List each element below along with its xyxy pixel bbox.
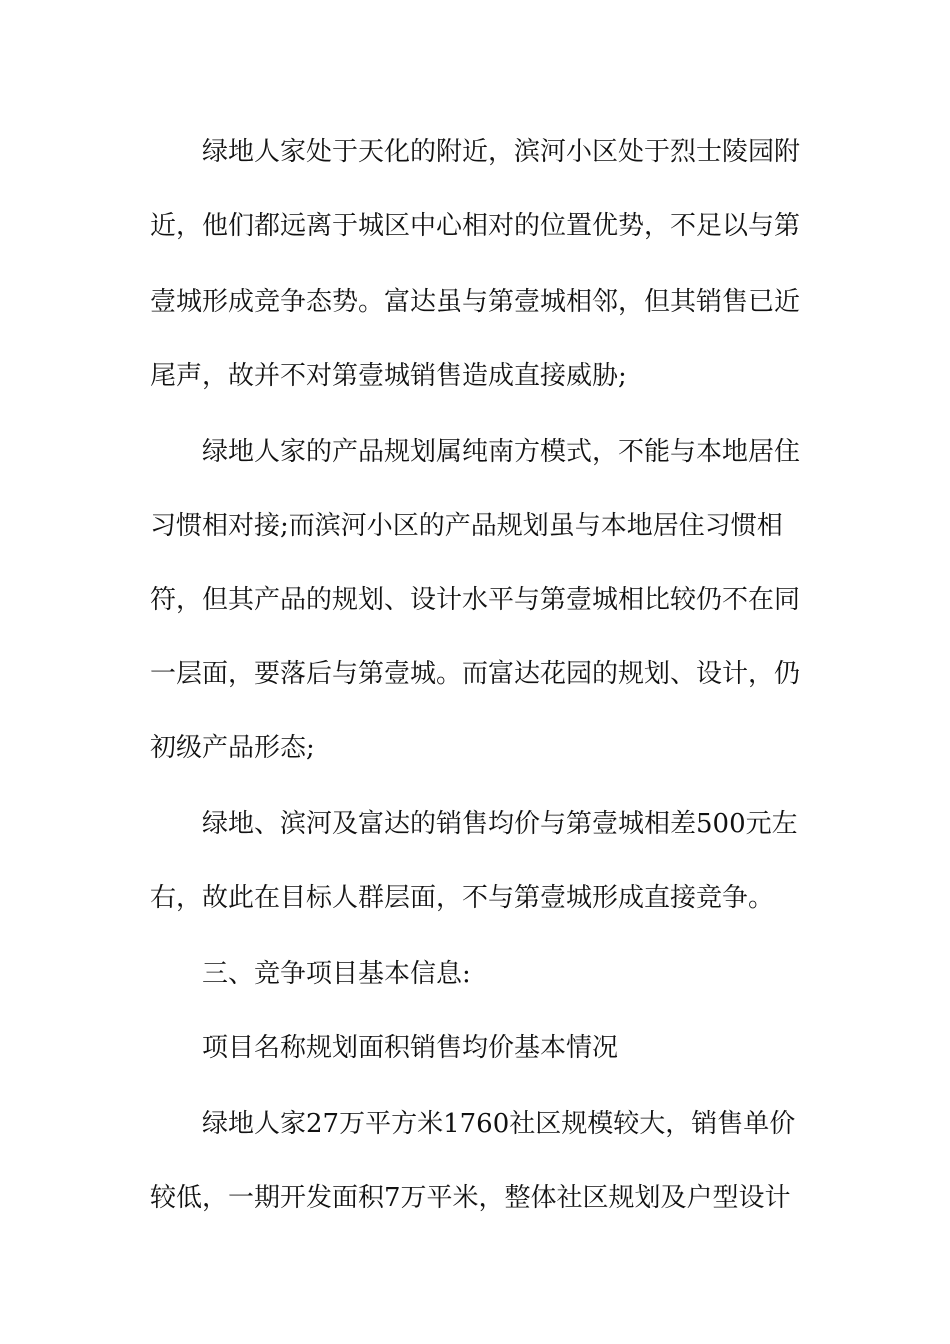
paragraph-2-line-2: 习惯相对接;而滨河小区的产品规划虽与本地居住习惯相 — [150, 511, 783, 541]
paragraph-2-line-4: 一层面，要落后与第壹城。而富达花园的规划、设计，仍 — [150, 659, 801, 689]
paragraph-1-line-1: 绿地人家处于天化的附近，滨河小区处于烈士陵园附 — [202, 137, 801, 167]
paragraph-1-line-3: 壹城形成竞争态势。富达虽与第壹城相邻，但其销售已近 — [150, 287, 801, 317]
paragraph-1-line-2: 近，他们都远离于城区中心相对的位置优势，不足以与第 — [150, 211, 801, 241]
paragraph-4-line-2: 较低，一期开发面积7万平米，整体社区规划及户型设计 — [150, 1183, 791, 1213]
paragraph-3-line-2: 右，故此在目标人群层面，不与第壹城形成直接竞争。 — [150, 883, 775, 913]
table-header-line: 项目名称规划面积销售均价基本情况 — [202, 1033, 619, 1063]
paragraph-4-line-1: 绿地人家27万平方米1760社区规模较大，销售单价 — [202, 1109, 796, 1139]
paragraph-2-line-3: 符，但其产品的规划、设计水平与第壹城相比较仍不在同 — [150, 585, 801, 615]
paragraph-3-line-1: 绿地、滨河及富达的销售均价与第壹城相差500元左 — [202, 809, 798, 839]
section-heading: 三、竞争项目基本信息: — [202, 959, 471, 989]
paragraph-2-line-5: 初级产品形态; — [150, 733, 315, 763]
paragraph-1-line-4: 尾声，故并不对第壹城销售造成直接威胁; — [150, 361, 627, 391]
paragraph-2-line-1: 绿地人家的产品规划属纯南方模式，不能与本地居住 — [202, 437, 801, 467]
